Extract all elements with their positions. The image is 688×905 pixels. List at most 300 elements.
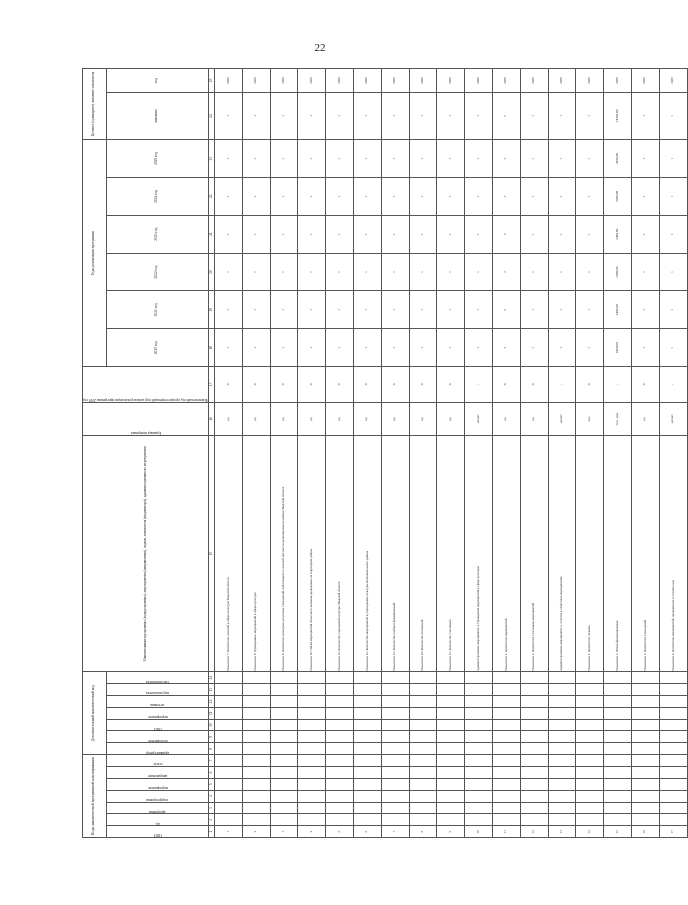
header-col-number: 5 — [209, 778, 215, 790]
row-code-cell — [215, 790, 243, 802]
row-code-cell — [520, 707, 548, 719]
row-code-cell — [576, 696, 604, 708]
row-code-cell — [437, 814, 465, 826]
row-fact-cell: 0 — [326, 367, 354, 402]
row-code-cell — [548, 790, 576, 802]
row-year-cell: 1 — [437, 329, 465, 367]
row-code-cell — [298, 778, 326, 790]
row-name-cell: Показатель 9. Количество культурно-досуговых учреждений, работающих в сельской местности муниципального района Тверской области — [270, 435, 298, 672]
row-year-cell: 2450,60 — [604, 253, 632, 291]
row-code-cell — [520, 731, 548, 743]
row-year-cell: 2450,60 — [604, 291, 632, 329]
row-code-cell — [465, 778, 493, 790]
row-code-cell — [354, 802, 382, 814]
row-final-year-cell: 2025 — [604, 69, 632, 93]
row-final-year-cell: 2025 — [215, 69, 243, 93]
header-row-groups — [83, 69, 107, 838]
row-final-value-cell: 1 — [215, 92, 243, 139]
row-final-value-cell: 1 — [242, 92, 270, 139]
row-year-cell: 1 — [242, 177, 270, 215]
row-code-cell — [381, 731, 409, 743]
row-year-cell: 1 — [409, 291, 437, 329]
table-row — [298, 69, 326, 838]
header-code-col-text: подпрограмма — [146, 797, 169, 802]
row-code-cell — [409, 743, 437, 755]
table-row — [215, 69, 243, 838]
row-code-cell — [437, 696, 465, 708]
row-year-cell: 1 — [381, 253, 409, 291]
row-code-cell — [576, 719, 604, 731]
header-code-col — [106, 790, 209, 802]
row-code-cell — [242, 790, 270, 802]
row-final-year-cell: 2025 — [298, 69, 326, 93]
row-year-cell: 2 — [493, 253, 521, 291]
row-code-cell — [548, 814, 576, 826]
row-code-cell — [520, 814, 548, 826]
row-code-cell — [465, 731, 493, 743]
row-code-cell: 14 — [576, 826, 604, 838]
row-code-cell — [298, 755, 326, 767]
row-year-cell: 1 — [465, 291, 493, 329]
row-code-cell — [632, 731, 660, 743]
header-code-col-text: мероприятие — [147, 786, 168, 791]
row-code-cell — [659, 684, 687, 696]
row-year-cell: 1 — [298, 177, 326, 215]
row-year-cell: 1 — [632, 253, 660, 291]
row-name-cell: Показатель 12. Количество мероприятий в учреждениях культуры муниципального района — [354, 435, 382, 672]
row-code-cell — [409, 672, 437, 684]
row-code-cell — [381, 755, 409, 767]
row-year-cell: 1 — [632, 329, 660, 367]
row-final-year-cell: 2025 — [520, 69, 548, 93]
header-code-col — [106, 767, 209, 779]
row-fact-cell: 0 — [298, 367, 326, 402]
row-code-cell — [576, 790, 604, 802]
row-year-cell: 1 — [576, 329, 604, 367]
row-code-cell — [270, 743, 298, 755]
row-code-cell — [354, 743, 382, 755]
program-indicators-table — [82, 68, 688, 838]
row-year-cell: 1 — [354, 177, 382, 215]
table-row — [659, 69, 687, 838]
row-final-year-cell: 2025 — [409, 69, 437, 93]
row-code-cell — [604, 814, 632, 826]
header-col-number: 21 — [209, 215, 215, 253]
header-code-col — [106, 755, 209, 767]
row-code-cell — [409, 767, 437, 779]
row-year-cell: 1 — [576, 291, 604, 329]
row-year-cell: 1 — [270, 291, 298, 329]
row-code-cell — [576, 767, 604, 779]
row-code-cell — [242, 814, 270, 826]
row-name-cell: Показатель 2. Объем финансирования — [604, 435, 632, 672]
table-rotation-wrapper — [82, 68, 675, 838]
row-code-cell — [659, 755, 687, 767]
row-code-cell — [437, 778, 465, 790]
table-row — [604, 69, 632, 838]
row-name-cell: Показатель 8. Проведенных мероприятий в сфере культуры — [242, 435, 270, 672]
row-year-cell: 1 — [326, 253, 354, 291]
header-col-number: 13 — [209, 684, 215, 696]
row-year-cell: 1 — [465, 329, 493, 367]
row-unit-cell: тыс. руб. — [604, 402, 632, 435]
header-col-number: 18 — [209, 329, 215, 367]
header-year-col: 2024 год — [106, 177, 209, 215]
header-year-col: 2025 год — [106, 140, 209, 178]
row-unit-cell: ед. — [381, 402, 409, 435]
row-year-cell: 1 — [520, 291, 548, 329]
table-row — [270, 69, 298, 838]
row-name-cell: Административное мероприятие 2. Участие в областных мероприятиях — [548, 435, 576, 672]
row-code-cell — [381, 707, 409, 719]
row-final-value-cell: 1 — [576, 92, 604, 139]
row-code-cell — [548, 802, 576, 814]
row-code-cell: 5 — [326, 826, 354, 838]
row-code-cell — [465, 743, 493, 755]
row-fact-cell: 0 — [381, 367, 409, 402]
row-code-cell: 13 — [548, 826, 576, 838]
row-code-cell — [604, 696, 632, 708]
row-code-cell — [381, 802, 409, 814]
row-year-cell: 2 — [493, 215, 521, 253]
row-code-cell — [298, 719, 326, 731]
row-year-cell: 1 — [354, 291, 382, 329]
row-code-cell — [632, 814, 660, 826]
row-name-cell: Административное мероприятие 1. Проведение мероприятий в сфере культуры — [465, 435, 493, 672]
table-row — [520, 69, 548, 838]
row-unit-cell: ед. — [215, 402, 243, 435]
row-code-cell — [632, 767, 660, 779]
row-code-cell — [604, 755, 632, 767]
row-code-cell — [632, 790, 660, 802]
row-code-cell — [326, 767, 354, 779]
row-final-year-cell: 2025 — [465, 69, 493, 93]
row-code-cell: 15 — [604, 826, 632, 838]
row-code-cell — [604, 778, 632, 790]
row-code-cell — [659, 672, 687, 684]
row-code-cell — [326, 802, 354, 814]
header-code-col-text: статус — [152, 762, 163, 767]
row-unit-cell: ед. — [242, 402, 270, 435]
row-name-cell: Показатель 1. Количество мероприятий — [493, 435, 521, 672]
row-year-cell: 1 — [409, 253, 437, 291]
row-code-cell — [659, 719, 687, 731]
row-code-cell — [493, 719, 521, 731]
row-code-cell: 9 — [437, 826, 465, 838]
row-code-cell — [548, 778, 576, 790]
row-code-cell — [354, 755, 382, 767]
row-code-cell — [215, 672, 243, 684]
row-final-year-cell: 2025 — [548, 69, 576, 93]
row-code-cell — [548, 672, 576, 684]
row-code-cell: 6 — [354, 826, 382, 838]
row-code-cell — [381, 684, 409, 696]
row-code-cell — [270, 684, 298, 696]
header-fact: Фактический год, предшествующий году начала реализации программы 2019 год — [83, 367, 209, 402]
header-col-number: 17 — [209, 367, 215, 402]
row-unit-cell: да/нет — [465, 402, 493, 435]
header-code-col-text: программа — [149, 809, 166, 814]
row-name-cell: Показатель 15. Количество участников — [437, 435, 465, 672]
row-code-cell — [437, 755, 465, 767]
row-code-cell — [576, 814, 604, 826]
row-code-cell — [437, 790, 465, 802]
row-code-cell — [381, 672, 409, 684]
row-final-value-cell: 1 — [409, 92, 437, 139]
header-year-col: 2023 год — [106, 215, 209, 253]
header-final-value: значение — [106, 92, 209, 139]
row-year-cell: 1 — [659, 291, 687, 329]
row-unit-cell: ед. — [354, 402, 382, 435]
row-fact-cell: 0 — [576, 367, 604, 402]
header-extra-col — [106, 696, 209, 708]
row-code-cell — [354, 707, 382, 719]
row-final-value-cell: 2 — [493, 92, 521, 139]
header-col-number: 11 — [209, 707, 215, 719]
row-year-cell: 1 — [659, 329, 687, 367]
row-code-cell — [215, 802, 243, 814]
page-number: 22 — [314, 42, 326, 54]
row-year-cell: 1 — [632, 140, 660, 178]
row-code-cell — [326, 814, 354, 826]
row-final-value-cell: 1 — [437, 92, 465, 139]
row-code-cell: 17 — [659, 826, 687, 838]
row-code-cell — [270, 731, 298, 743]
row-code-cell — [215, 707, 243, 719]
row-code-cell — [632, 719, 660, 731]
row-code-cell — [298, 743, 326, 755]
row-year-cell: 1 — [465, 140, 493, 178]
row-unit-cell: да/нет — [659, 402, 687, 435]
row-unit-cell: ед. — [493, 402, 521, 435]
row-year-cell: 1 — [409, 140, 437, 178]
row-fact-cell: 0 — [493, 367, 521, 402]
row-year-cell: 1 — [632, 177, 660, 215]
header-year-col: 2022 год — [106, 253, 209, 291]
row-year-cell: 1 — [215, 291, 243, 329]
row-code-cell: 8 — [409, 826, 437, 838]
row-final-value-cell: 1 — [381, 92, 409, 139]
header-col-number: 10 — [209, 719, 215, 731]
header-code-col-text: ЦС — [154, 821, 160, 826]
row-code-cell — [326, 696, 354, 708]
row-year-cell: 2 — [493, 140, 521, 178]
row-year-cell: 1 — [548, 329, 576, 367]
row-code-cell — [326, 731, 354, 743]
row-name-cell: Показатель 7. Количество жителей в сфере культуры Тверской области — [215, 435, 243, 672]
header-code-col — [106, 826, 209, 838]
row-name-cell: Показатель 10. Объем мероприятий областного значения проводимых на территории района — [298, 435, 326, 672]
row-name-cell: Показатель 3. Количество учреждений — [632, 435, 660, 672]
row-code-cell — [409, 755, 437, 767]
row-year-cell: 1 — [298, 215, 326, 253]
row-code-cell — [520, 743, 548, 755]
row-fact-cell: 0 — [437, 367, 465, 402]
row-year-cell: 1 — [354, 329, 382, 367]
header-col-number: 6 — [209, 767, 215, 779]
row-code-cell — [604, 707, 632, 719]
row-code-cell — [409, 731, 437, 743]
row-code-cell — [604, 672, 632, 684]
row-year-cell: 1 — [215, 215, 243, 253]
row-year-cell: 1 — [437, 140, 465, 178]
row-code-cell — [520, 684, 548, 696]
row-final-value-cell: 1 — [354, 92, 382, 139]
row-code-cell — [520, 790, 548, 802]
header-year-col: 2021 год — [106, 291, 209, 329]
row-code-cell — [493, 814, 521, 826]
row-code-cell — [354, 684, 382, 696]
row-fact-cell: 0 — [270, 367, 298, 402]
row-year-cell: 1 — [354, 140, 382, 178]
header-extra-col — [106, 707, 209, 719]
row-final-year-cell: 2025 — [437, 69, 465, 93]
row-code-cell — [465, 802, 493, 814]
row-code-cell: 1 — [215, 826, 243, 838]
row-code-cell — [354, 814, 382, 826]
row-code-cell — [354, 719, 382, 731]
row-code-cell — [242, 731, 270, 743]
row-year-cell: 1 — [354, 215, 382, 253]
row-code-cell — [354, 731, 382, 743]
row-name-cell: Показатель 13. Количество клубных формирований — [381, 435, 409, 672]
row-code-cell — [520, 802, 548, 814]
row-year-cell: 1 — [548, 253, 576, 291]
row-year-cell: 2450,60 — [604, 329, 632, 367]
row-code-cell — [270, 802, 298, 814]
header-extra-col-text: мероприятие — [147, 715, 168, 720]
row-year-cell: 1 — [326, 291, 354, 329]
row-code-cell — [465, 719, 493, 731]
row-unit-cell: ед. — [326, 402, 354, 435]
row-final-value-cell: 1 — [548, 92, 576, 139]
row-code-cell — [215, 767, 243, 779]
row-code-cell — [659, 802, 687, 814]
row-code-cell — [326, 719, 354, 731]
header-col-number: 14 — [209, 672, 215, 684]
row-year-cell: 1 — [548, 291, 576, 329]
row-year-cell: 1 — [326, 329, 354, 367]
row-code-cell — [409, 707, 437, 719]
row-year-cell: 1 — [437, 291, 465, 329]
table-row — [632, 69, 660, 838]
row-year-cell: 1 — [242, 215, 270, 253]
table-row — [576, 69, 604, 838]
row-final-value-cell: 1 — [326, 92, 354, 139]
row-code-cell — [409, 790, 437, 802]
row-final-year-cell: 2025 — [242, 69, 270, 93]
row-code-cell — [270, 696, 298, 708]
row-year-cell: 1 — [326, 177, 354, 215]
row-code-cell — [437, 707, 465, 719]
row-year-cell: 2450,60 — [604, 177, 632, 215]
row-fact-cell: - — [604, 367, 632, 402]
row-code-cell — [493, 790, 521, 802]
row-fact-cell: 0 — [242, 367, 270, 402]
row-fact-cell: - — [465, 367, 493, 402]
row-code-cell — [298, 767, 326, 779]
row-code-cell — [576, 743, 604, 755]
row-year-cell: 1 — [242, 140, 270, 178]
row-year-cell: 1 — [659, 253, 687, 291]
row-code-cell — [548, 707, 576, 719]
row-code-cell — [520, 719, 548, 731]
row-code-cell — [493, 767, 521, 779]
row-year-cell: 1 — [381, 177, 409, 215]
header-col-number: 12 — [209, 696, 215, 708]
row-year-cell: 1 — [215, 329, 243, 367]
row-final-value-cell: 1 — [632, 92, 660, 139]
row-code-cell — [409, 719, 437, 731]
row-code-cell — [576, 707, 604, 719]
table-row — [493, 69, 521, 838]
header-extra-col — [106, 743, 209, 755]
row-year-cell: 1 — [270, 253, 298, 291]
row-code-cell — [632, 778, 660, 790]
row-code-cell — [242, 684, 270, 696]
row-code-cell — [548, 719, 576, 731]
table-row — [381, 69, 409, 838]
row-code-cell — [520, 778, 548, 790]
row-year-cell: 1 — [409, 215, 437, 253]
row-year-cell: 1 — [270, 215, 298, 253]
row-code-cell — [604, 743, 632, 755]
row-code-cell — [548, 767, 576, 779]
header-col-number: 4 — [209, 790, 215, 802]
row-code-cell — [215, 731, 243, 743]
row-unit-cell: ед. — [632, 402, 660, 435]
row-code-cell — [659, 778, 687, 790]
row-year-cell: 1 — [326, 215, 354, 253]
row-year-cell: 1 — [520, 177, 548, 215]
row-year-cell: 1 — [659, 215, 687, 253]
row-code-cell — [381, 790, 409, 802]
row-code-cell — [354, 672, 382, 684]
row-code-cell — [465, 672, 493, 684]
header-col-number: 16 — [209, 402, 215, 435]
row-code-cell — [381, 743, 409, 755]
row-year-cell: 1 — [520, 140, 548, 178]
row-year-cell: 1 — [270, 140, 298, 178]
row-code-cell — [215, 719, 243, 731]
row-code-cell — [548, 696, 576, 708]
row-year-cell: 1 — [326, 140, 354, 178]
row-code-cell — [215, 696, 243, 708]
header-extra-col-text: источник — [150, 703, 165, 708]
row-code-cell — [298, 684, 326, 696]
header-code-col — [106, 814, 209, 826]
header-final-year: год — [106, 69, 209, 93]
row-code-cell — [632, 696, 660, 708]
row-code-cell — [437, 743, 465, 755]
row-year-cell: 2450,60 — [604, 140, 632, 178]
header-col-number: 22 — [209, 177, 215, 215]
header-extra-col-text: исполнитель — [147, 738, 168, 743]
row-year-cell: 1 — [242, 329, 270, 367]
row-code-cell — [465, 707, 493, 719]
header-extra-col — [106, 672, 209, 684]
row-code-cell — [632, 802, 660, 814]
row-code-cell — [659, 707, 687, 719]
row-code-cell: 11 — [493, 826, 521, 838]
header-code-group: Коды аналитической программной классификации — [83, 755, 107, 838]
row-final-value-cell: 1 — [270, 92, 298, 139]
row-year-cell: 1 — [298, 291, 326, 329]
row-unit-cell: ед. — [409, 402, 437, 435]
row-code-cell — [298, 814, 326, 826]
row-code-cell — [437, 731, 465, 743]
row-code-cell — [242, 778, 270, 790]
